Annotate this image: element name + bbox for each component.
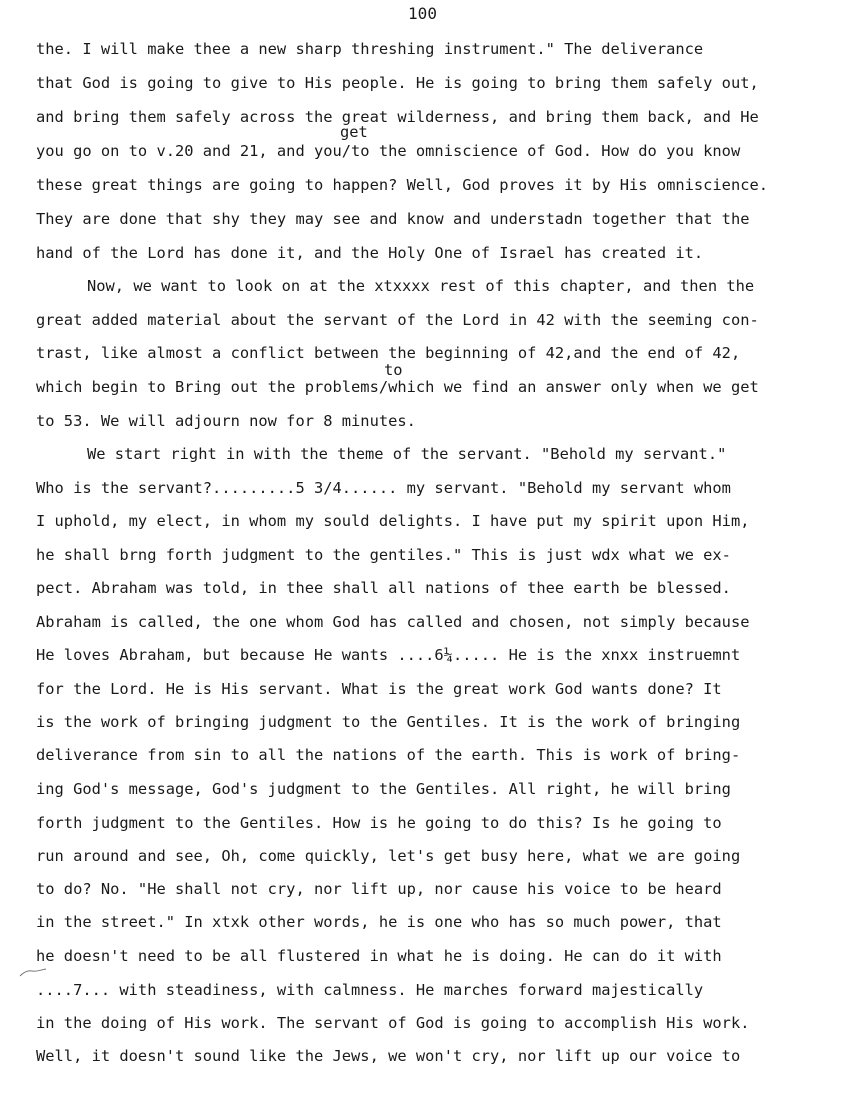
page-number: 100	[408, 4, 437, 23]
interlinear-insertion-to: to	[384, 361, 403, 379]
text-line: Now, we want to look on at the xtxxxx rest of this chapter, and then the	[87, 277, 755, 295]
text-line: is the work of bringing judgment to the Gentiles. It is the work of bringing	[36, 713, 741, 731]
text-line: pect. Abraham was told, in thee shall all nations of thee earth be blessed.	[36, 579, 731, 597]
text-line: Abraham is called, the one whom God has called and chosen, not simply because	[36, 613, 750, 631]
text-line: which begin to Bring out the problems/which we find an answer only when we get	[36, 378, 759, 396]
text-line: trast, like almost a conflict between the beginning of 42,and the end of 42,	[36, 344, 741, 362]
text-line: for the Lord. He is His servant. What is the great work God wants done? It	[36, 680, 722, 698]
text-line: We start right in with the theme of the servant. "Behold my servant."	[87, 445, 727, 463]
text-line: forth judgment to the Gentiles. How is he going to do this? Is he going to	[36, 814, 722, 832]
text-line: that God is going to give to His people. He is going to bring them safely out,	[36, 74, 759, 92]
interlinear-insertion-get: get	[340, 123, 368, 141]
text-line: in the street." In xtxk other words, he is one who has so much power, that	[36, 913, 722, 931]
text-line: Who is the servant?.........5 3/4...... my servant. "Behold my servant whom	[36, 479, 731, 497]
text-line: great added material about the servant of the Lord in 42 with the seeming con-	[36, 311, 759, 329]
text-line: ing God's message, God's judgment to the Gentiles. All right, he will bring	[36, 780, 731, 798]
text-line: hand of the Lord has done it, and the Holy One of Israel has created it.	[36, 244, 704, 262]
text-line: Well, it doesn't sound like the Jews, we won't cry, nor lift up our voice to	[36, 1047, 741, 1065]
text-line: these great things are going to happen? Well, God proves it by His omniscience.	[36, 176, 769, 194]
text-line: the. I will make thee a new sharp threshing instrument." The deliverance	[36, 40, 704, 58]
pencil-margin-mark	[18, 964, 54, 978]
text-line: he doesn't need to be all flustered in what he is doing. He can do it with	[36, 947, 722, 965]
text-line: to do? No. "He shall not cry, nor lift up, nor cause his voice to be heard	[36, 880, 722, 898]
text-line: he shall brng forth judgment to the gentiles." This is just wdx what we ex-	[36, 546, 731, 564]
text-line: in the doing of His work. The servant of God is going to accomplish His work.	[36, 1014, 750, 1032]
text-line: you go on to v.20 and 21, and you/to the omniscience of God. How do you know	[36, 142, 741, 160]
text-line: deliverance from sin to all the nations of the earth. This is work of bring-	[36, 746, 741, 764]
text-line: They are done that shy they may see and know and understadn together that the	[36, 210, 750, 228]
text-line: I uphold, my elect, in whom my sould delights. I have put my spirit upon Him,	[36, 512, 750, 530]
text-line: run around and see, Oh, come quickly, let's get busy here, what we are going	[36, 847, 741, 865]
text-line: ....7... with steadiness, with calmness. He marches forward majestically	[36, 981, 704, 999]
text-line: to 53. We will adjourn now for 8 minutes.	[36, 412, 416, 430]
text-line: He loves Abraham, but because He wants ....6¼..... He is the xnxx instruemnt	[36, 646, 741, 664]
text-line: and bring them safely across the great wilderness, and bring them back, and He	[36, 108, 759, 126]
